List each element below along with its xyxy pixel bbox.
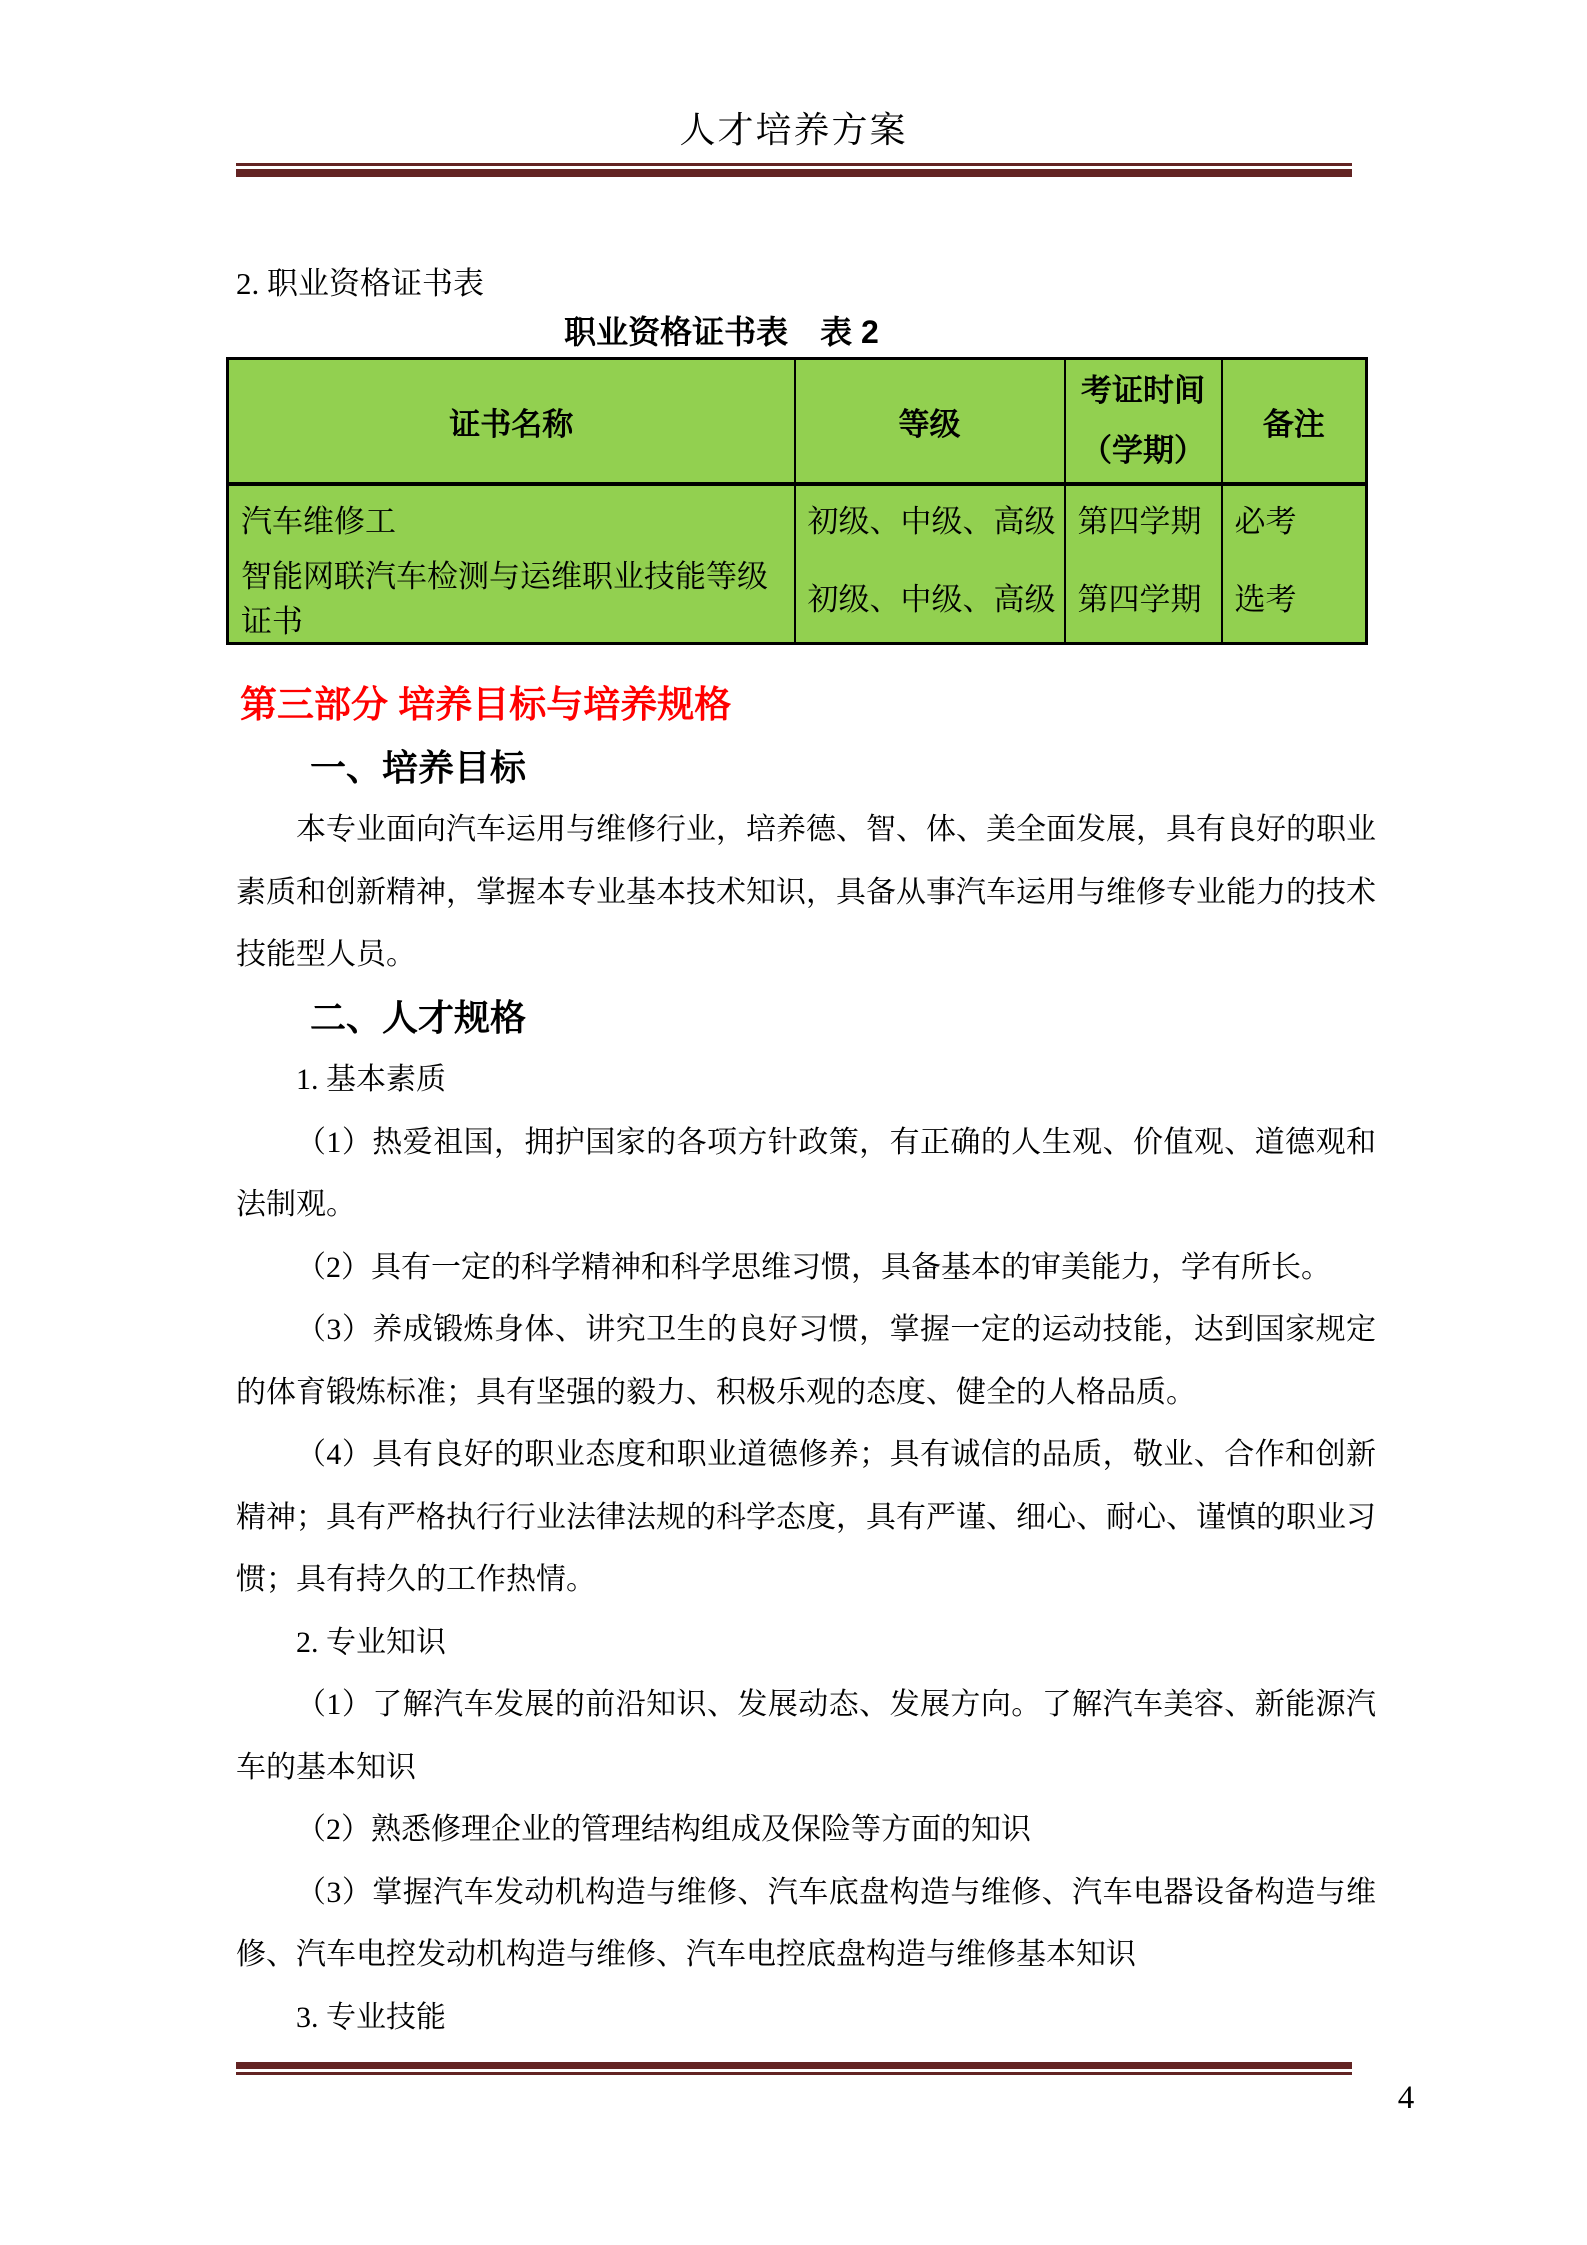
cert-table xyxy=(226,357,1368,645)
cert-list-item: 2. 职业资格证书表 xyxy=(236,266,484,301)
cell-note: 必考 xyxy=(1222,484,1367,550)
cell-cert-name: 汽车维修工 xyxy=(228,484,795,550)
quality-item-2: （2）具有一定的科学精神和科学思维习惯，具备基本的审美能力，学有所长。 xyxy=(296,1250,1331,1284)
knowledge-item-3: （3）掌握汽车发动机构造与维修、汽车底盘构造与维修、汽车电器设备构造与维修、汽车电控发动机构造与维修、汽车电控底盘构造与维修基本知识 xyxy=(236,1875,1376,1971)
col-header-note: 备注 xyxy=(1222,359,1367,485)
col-header-level: 等级 xyxy=(795,359,1065,485)
footer-rule-thin xyxy=(236,2072,1352,2075)
skills-heading: 3. 专业技能 xyxy=(296,2000,446,2034)
part3-title: 第三部分 培养目标与培养规格 xyxy=(240,684,732,725)
header-rule-thick xyxy=(236,169,1352,177)
col-header-exam-time xyxy=(1065,359,1222,485)
knowledge-item-1: （1）了解汽车发展的前沿知识、发展动态、发展方向。了解汽车美容、新能源汽车的基本知识 xyxy=(236,1688,1376,1784)
heading-talent-spec: 二、人才规格 xyxy=(310,996,527,1038)
quality-item-4: （4）具有良好的职业态度和职业道德修养；具有诚信的品质，敬业、合作和创新精神；具有严格执行行业法律法规的科学态度，具有严谨、细心、耐心、谨慎的职业习惯；具有持久的工作热情。 xyxy=(236,1438,1376,1596)
knowledge-heading: 2. 专业知识 xyxy=(296,1625,446,1659)
table-caption: 职业资格证书表 表 2 xyxy=(564,314,879,350)
exam-time-line2: （学期） xyxy=(1081,433,1205,468)
quality-item-3: （3）养成锻炼身体、讲究卫生的良好习惯，掌握一定的运动技能，达到国家规定的体育锻炼标准；具有坚强的毅力、积极乐观的态度、健全的人格品质。 xyxy=(236,1313,1376,1409)
exam-time-line1: 考证时间 xyxy=(1081,373,1205,408)
table-header-row xyxy=(228,359,1367,485)
quality-item-1: （1）热爱祖国，拥护国家的各项方针政策，有正确的人生观、价值观、道德观和法制观。 xyxy=(236,1125,1376,1221)
heading-training-goal: 一、培养目标 xyxy=(310,746,527,788)
cell-cert-name: 智能网联汽车检测与运维职业技能等级证书 xyxy=(228,550,795,644)
page-header-title: 人才培养方案 xyxy=(679,110,908,150)
training-goal-paragraph: 本专业面向汽车运用与维修行业，培养德、智、体、美全面发展，具有良好的职业素质和创新精神，掌握本专业基本技术知识，具备从事汽车运用与维修专业能力的技术技能型人员。 xyxy=(236,813,1376,971)
cell-level: 初级、中级、高级 xyxy=(795,484,1065,550)
page-number: 4 xyxy=(1397,2080,1415,2116)
part3-section xyxy=(236,674,1376,2049)
header-rule-thin xyxy=(236,163,1352,166)
table-row xyxy=(228,550,1367,644)
cell-level: 初级、中级、高级 xyxy=(795,550,1065,644)
cell-exam-time: 第四学期 xyxy=(1065,484,1222,550)
footer-rule-thick xyxy=(236,2062,1352,2069)
quality-heading: 1. 基本素质 xyxy=(296,1063,446,1096)
col-header-cert-name: 证书名称 xyxy=(228,359,795,485)
knowledge-item-2: （2）熟悉修理企业的管理结构组成及保险等方面的知识 xyxy=(296,1813,1031,1846)
cell-exam-time: 第四学期 xyxy=(1065,550,1222,644)
cell-note: 选考 xyxy=(1222,550,1367,644)
table-row xyxy=(228,484,1367,550)
